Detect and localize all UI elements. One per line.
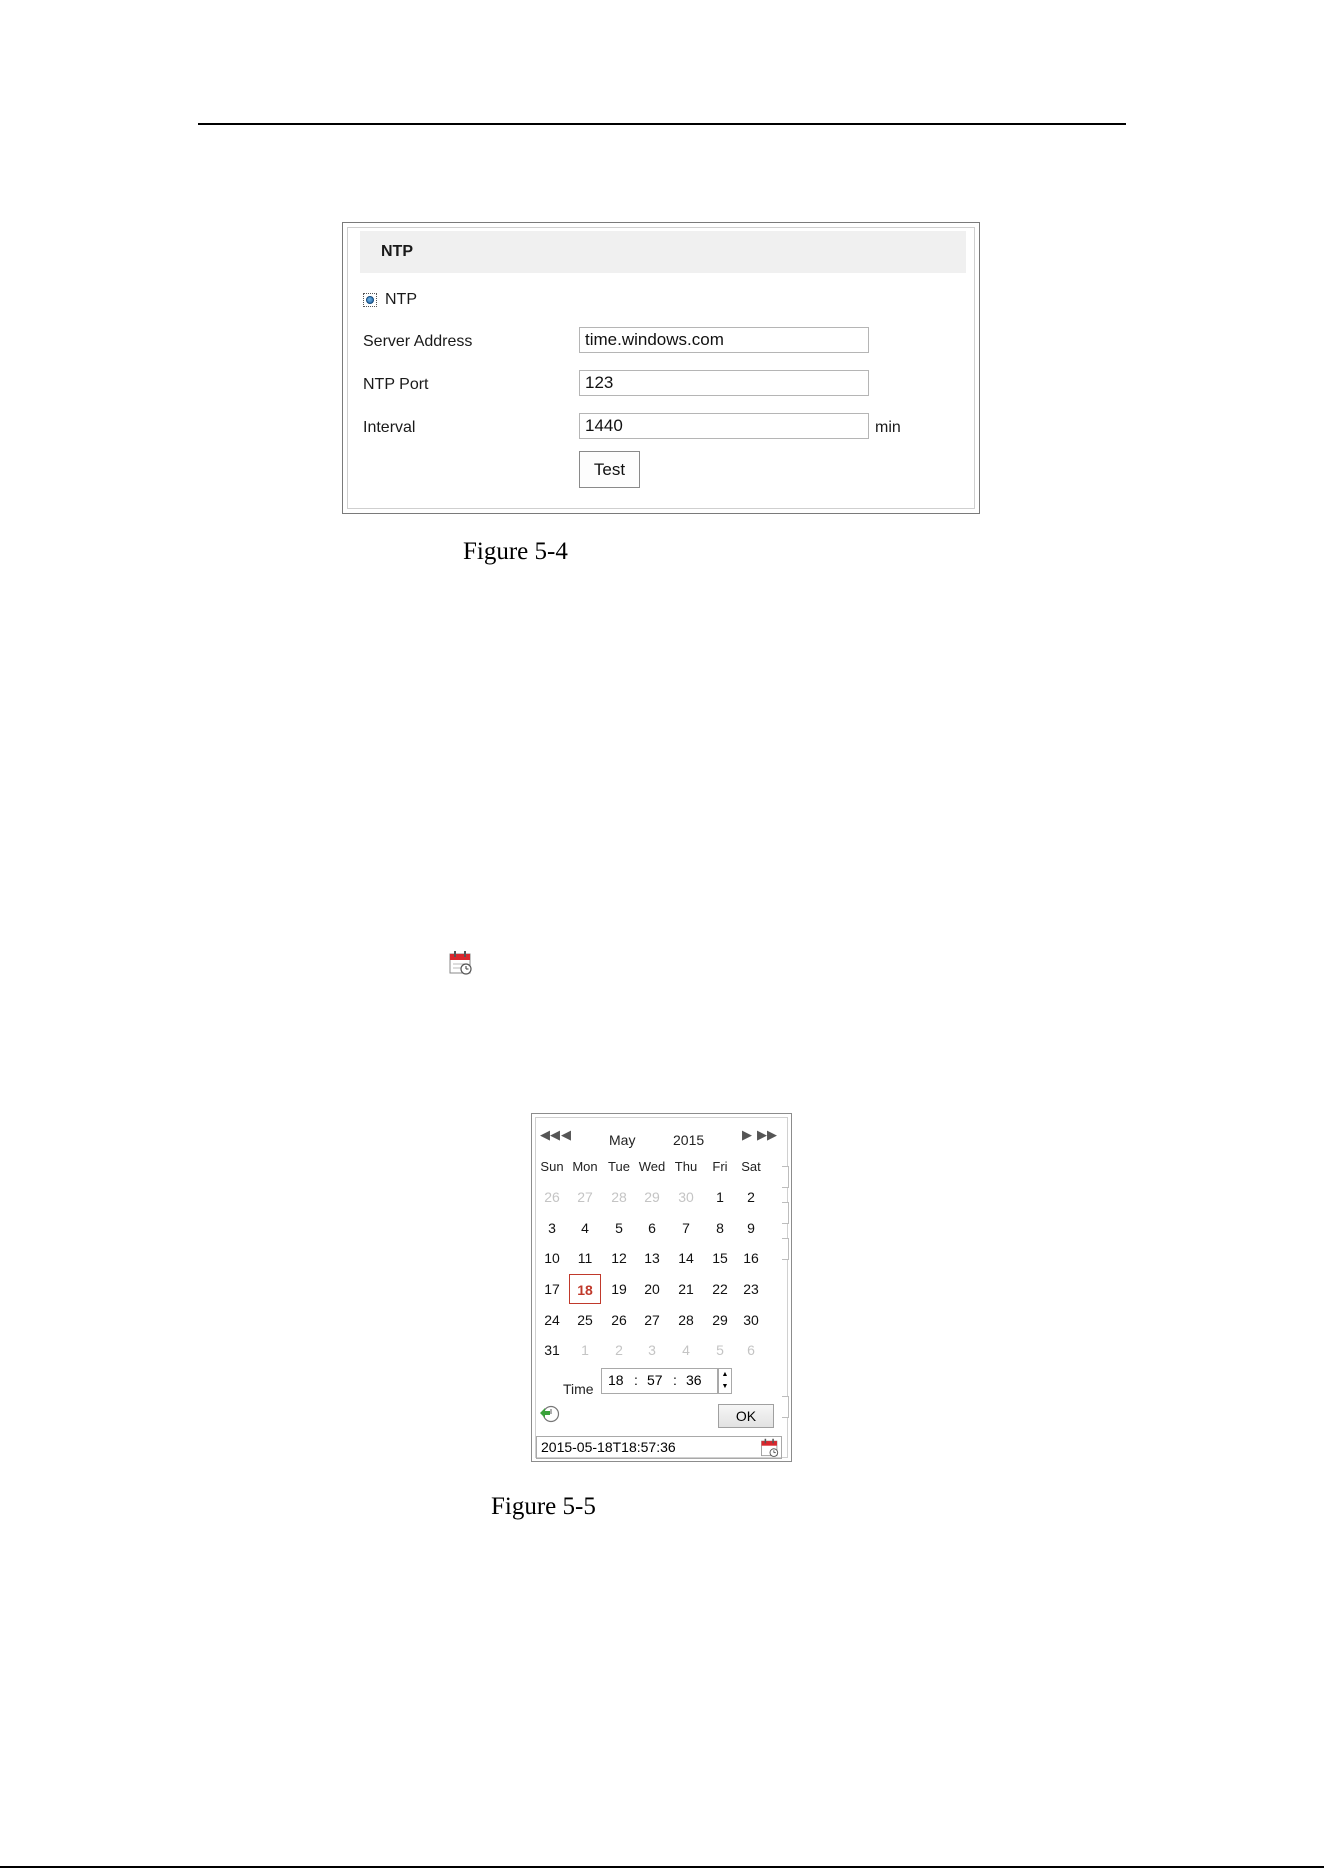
calendar-day[interactable]: 17 — [544, 1281, 560, 1297]
calendar-day[interactable]: 2 — [615, 1342, 623, 1358]
radio-button-icon — [366, 296, 374, 304]
calendar-day[interactable]: 5 — [615, 1220, 623, 1236]
calendar-day[interactable]: 29 — [644, 1189, 660, 1205]
calendar-day[interactable]: 5 — [716, 1342, 724, 1358]
calendar-widget — [531, 1113, 792, 1462]
ntp-header-title: NTP — [381, 243, 413, 260]
calendar-day[interactable]: 8 — [716, 1220, 724, 1236]
calendar-day[interactable]: 23 — [743, 1281, 759, 1297]
prev-icon[interactable]: ◀ — [561, 1127, 571, 1142]
calendar-day[interactable]: 20 — [644, 1281, 660, 1297]
calendar-day[interactable]: 30 — [678, 1189, 694, 1205]
figure-5-4-caption: Figure 5-4 — [463, 538, 568, 565]
calendar-day[interactable]: 29 — [712, 1312, 728, 1328]
weekday-sun: Sun — [540, 1159, 564, 1174]
ntp-radio-label: NTP — [385, 291, 417, 308]
calendar-day[interactable]: 27 — [644, 1312, 660, 1328]
calendar-day[interactable]: 4 — [682, 1342, 690, 1358]
calendar-year[interactable]: 2015 — [673, 1132, 705, 1148]
weekday-sat: Sat — [741, 1159, 761, 1174]
calendar-day[interactable]: 1 — [716, 1189, 724, 1205]
calendar-day[interactable]: 12 — [611, 1250, 627, 1266]
interval-input[interactable]: 1440 — [579, 413, 869, 439]
calendar-icon — [449, 950, 473, 976]
calendar-day[interactable]: 27 — [577, 1189, 593, 1205]
calendar-day[interactable]: 3 — [548, 1220, 556, 1236]
ntp-panel — [342, 222, 980, 514]
weekday-tue: Tue — [608, 1159, 630, 1174]
time-hour: 18 — [608, 1372, 624, 1388]
interval-label: Interval — [363, 419, 416, 436]
list-frag — [782, 1238, 789, 1260]
interval-unit: min — [875, 419, 901, 436]
calendar-day[interactable]: 22 — [712, 1281, 728, 1297]
calendar-day[interactable]: 28 — [678, 1312, 694, 1328]
calendar-day[interactable]: 6 — [648, 1220, 656, 1236]
calendar-day[interactable]: 16 — [743, 1250, 759, 1266]
calendar-day[interactable]: 30 — [743, 1312, 759, 1328]
header-rule — [198, 123, 1126, 125]
time-label: Time — [563, 1381, 594, 1397]
calendar-day[interactable]: 26 — [611, 1312, 627, 1328]
ntp-port-input[interactable]: 123 — [579, 370, 869, 396]
calendar-day[interactable]: 25 — [577, 1312, 593, 1328]
server-address-label: Server Address — [363, 333, 473, 350]
list-frag — [782, 1396, 789, 1418]
list-frag — [782, 1166, 789, 1188]
calendar-day[interactable]: 9 — [747, 1220, 755, 1236]
calendar-day[interactable]: 24 — [544, 1312, 560, 1328]
calendar-day[interactable]: 2 — [747, 1189, 755, 1205]
ntp-radio-button[interactable] — [363, 293, 377, 307]
calendar-day[interactable]: 1 — [581, 1342, 589, 1358]
calendar-day[interactable]: 11 — [577, 1250, 593, 1266]
calendar-day[interactable]: 18 — [569, 1274, 601, 1304]
time-input[interactable]: 18 : 57 : 36 — [601, 1368, 718, 1394]
server-address-input[interactable]: time.windows.com — [579, 327, 869, 353]
ntp-port-label: NTP Port — [363, 376, 429, 393]
calendar-day[interactable]: 7 — [682, 1220, 690, 1236]
reset-icon[interactable] — [539, 1404, 561, 1424]
calendar-day[interactable]: 14 — [678, 1250, 694, 1266]
weekday-mon: Mon — [572, 1159, 598, 1174]
figure-5-5-caption: Figure 5-5 — [491, 1493, 596, 1520]
time-minute: 57 — [647, 1372, 663, 1388]
calendar-day[interactable]: 19 — [611, 1281, 627, 1297]
calendar-day[interactable]: 6 — [747, 1342, 755, 1358]
calendar-day[interactable]: 31 — [544, 1342, 560, 1358]
calendar-day[interactable]: 15 — [712, 1250, 728, 1266]
calendar-day[interactable]: 28 — [611, 1189, 627, 1205]
datetime-input[interactable]: 2015-05-18T18:57:36 — [536, 1436, 782, 1459]
weekday-thu: Thu — [674, 1159, 698, 1174]
next-icon[interactable]: ▶ — [742, 1127, 752, 1142]
calendar-day[interactable]: 26 — [544, 1189, 560, 1205]
calendar-day[interactable]: 13 — [644, 1250, 660, 1266]
calendar-day[interactable]: 21 — [678, 1281, 694, 1297]
time-second: 36 — [686, 1372, 702, 1388]
list-frag — [782, 1202, 789, 1224]
calendar-day[interactable]: 10 — [544, 1250, 560, 1266]
test-button[interactable]: Test — [579, 451, 640, 488]
calendar-icon[interactable] — [760, 1438, 780, 1458]
ntp-header — [360, 231, 966, 273]
weekday-wed: Wed — [638, 1159, 666, 1174]
ok-button[interactable]: OK — [718, 1404, 774, 1428]
first-icon[interactable]: ◀◀ — [540, 1127, 560, 1142]
footer-rule — [0, 1866, 1324, 1868]
calendar-day[interactable]: 3 — [648, 1342, 656, 1358]
calendar-month[interactable]: May — [609, 1132, 636, 1148]
last-icon[interactable]: ▶▶ — [757, 1127, 777, 1142]
calendar-day[interactable]: 4 — [581, 1220, 589, 1236]
weekday-fri: Fri — [712, 1159, 728, 1174]
time-spinner[interactable]: ▲ ▼ — [718, 1368, 732, 1394]
